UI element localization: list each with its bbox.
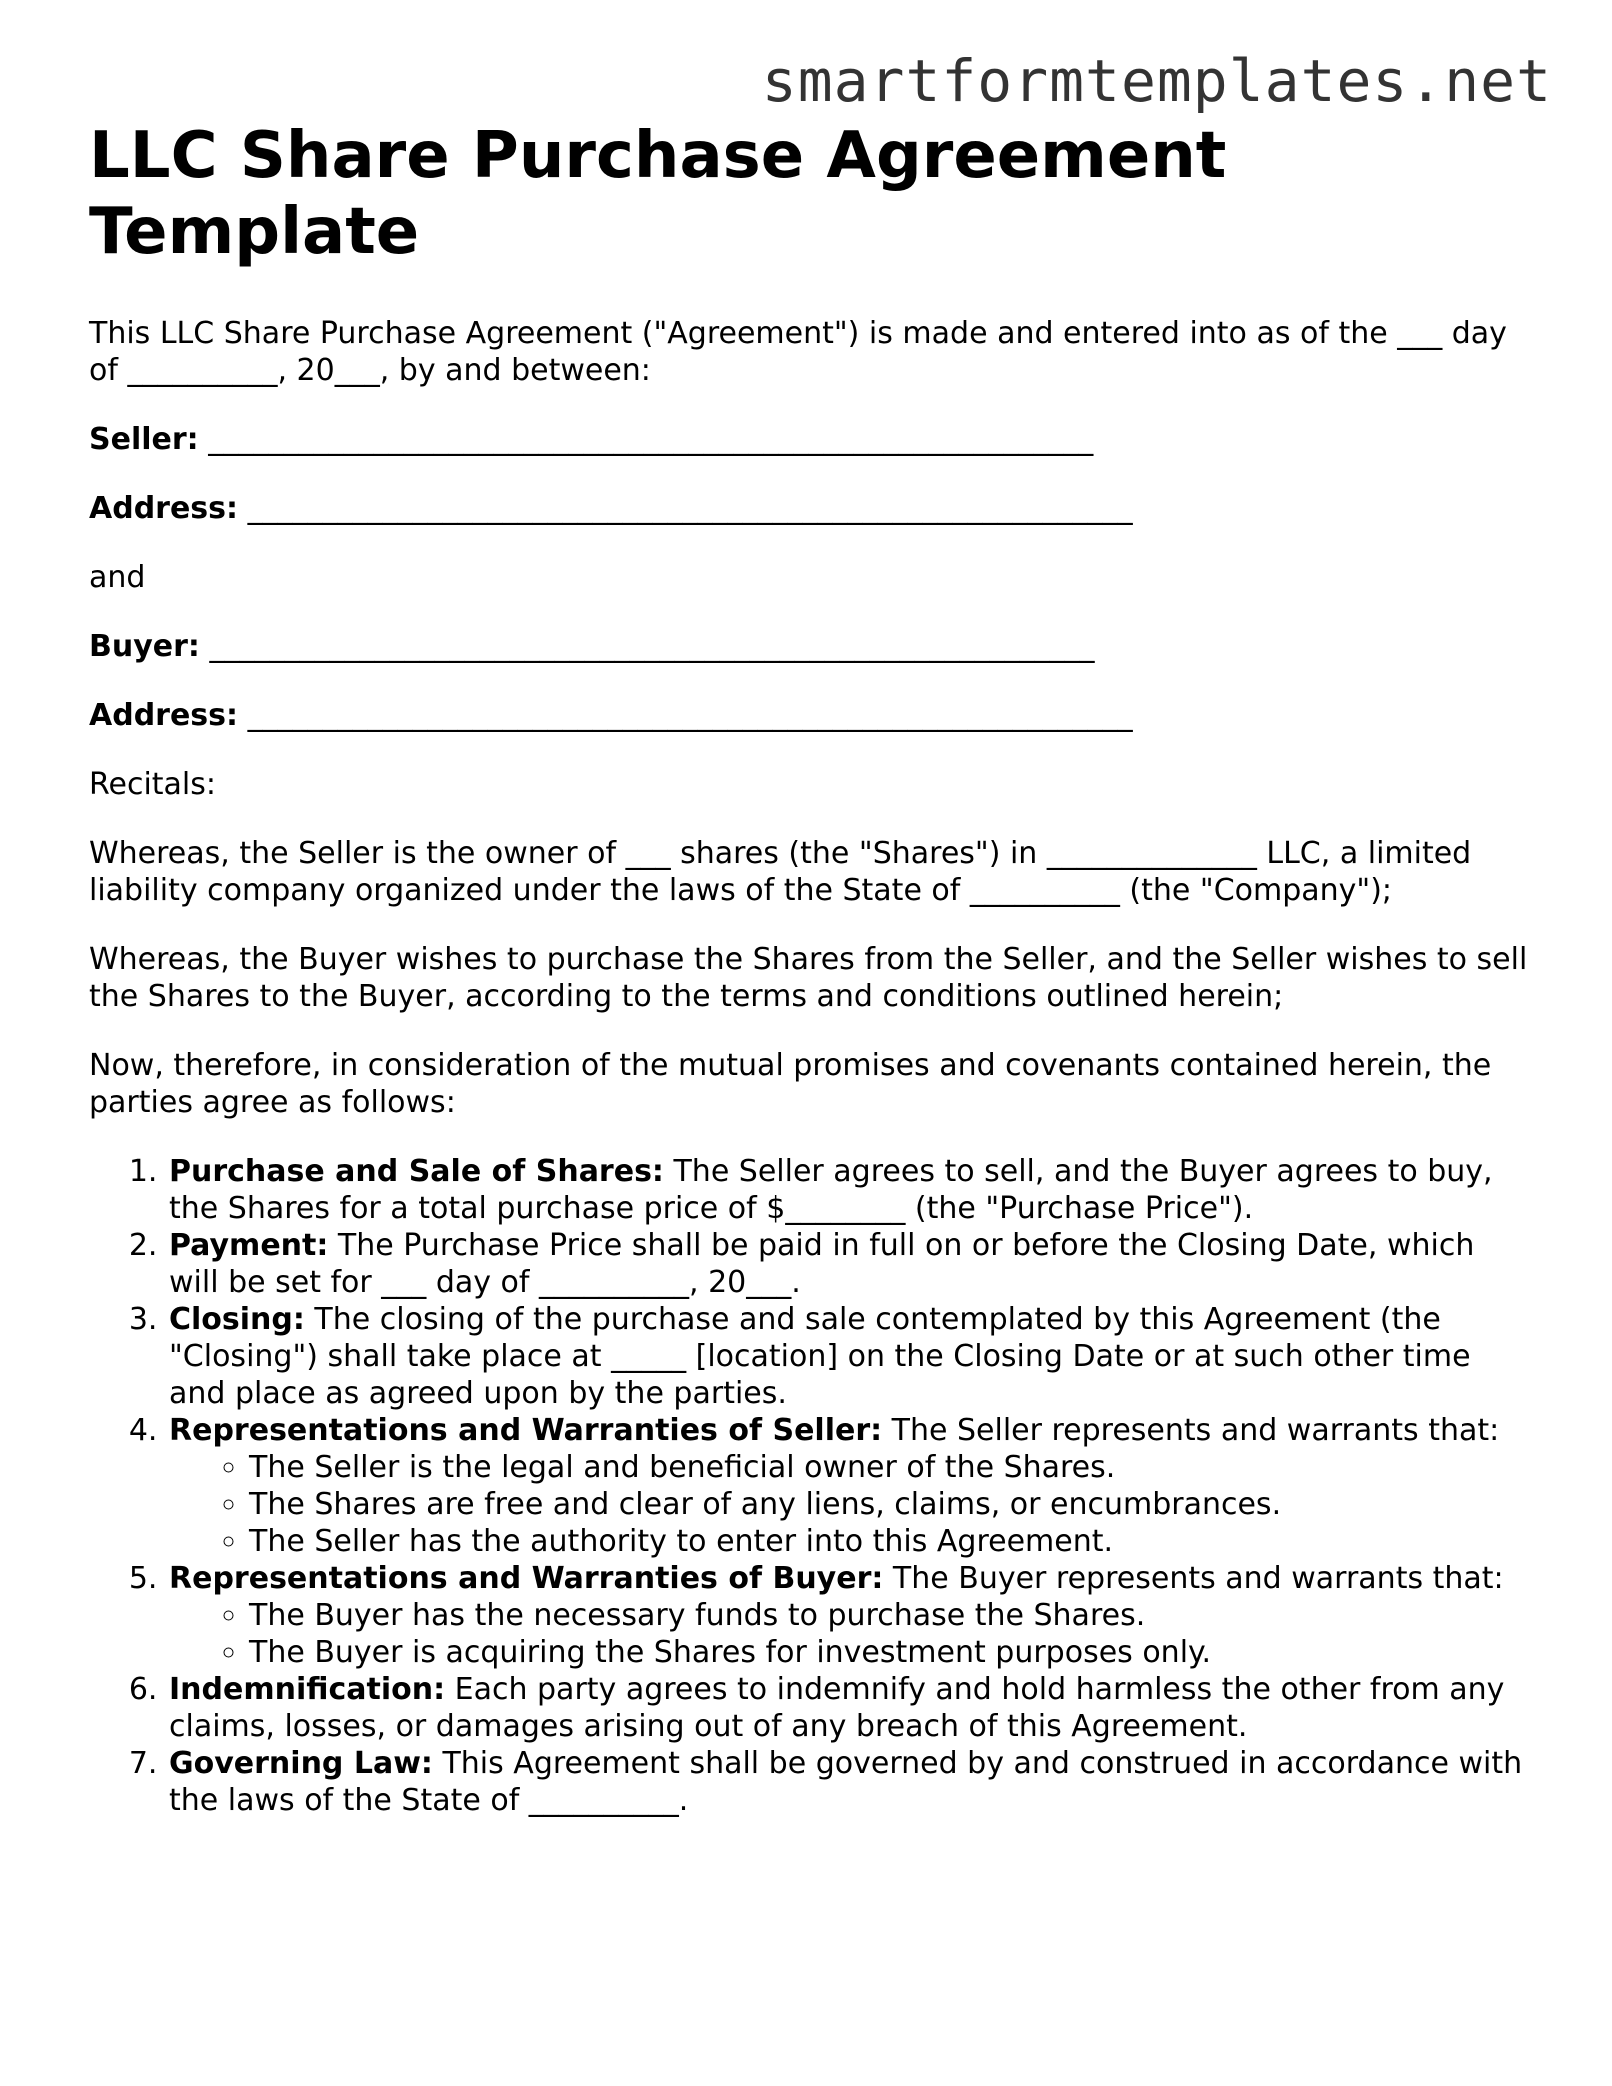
clause-text: The Buyer represents and warrants that: (883, 1561, 1504, 1596)
seller-label: Seller: (89, 422, 199, 457)
now-therefore-paragraph: Now, therefore, in consideration of the mutual promises and covenants contained herein, the parties agree as follows: (89, 1048, 1492, 1120)
clause-item (167, 1412, 1529, 1560)
buyer-address-label: Address: (89, 698, 239, 733)
list-item: ◦ The Buyer is acquiring the Shares for investment purposes only. (249, 1634, 1529, 1671)
seller-address-blank-line: ___________________________________________________________ (247, 491, 1133, 526)
seller-warranties-list (169, 1449, 1529, 1560)
clause-item (167, 1671, 1529, 1745)
whereas-paragraph-1: Whereas, the Seller is the owner of ___ shares (the "Shares") in ______________ LLC, a limited liability company organized under the laws of the State of __________ (the "Company"); (89, 836, 1472, 908)
clause-heading: Indemnification: (169, 1672, 446, 1707)
clause-heading: Representations and Warranties of Seller: (169, 1413, 883, 1448)
clause-text: The closing of the purchase and sale contemplated by this Agreement (the "Closing") shall take place at _____ [location] on the Closing Date or at such other time and place as agreed upon by the parties. (169, 1302, 1471, 1411)
site-watermark: smartformtemplates.net (761, 47, 1552, 115)
clause-item (167, 1745, 1529, 1819)
buyer-address-field (89, 697, 1529, 734)
list-item: ◦ The Buyer has the necessary funds to purchase the Shares. (249, 1597, 1529, 1634)
clause-text: Each party agrees to indemnify and hold harmless the other from any claims, losses, or damages arising out of any breach of this Agreement. (169, 1672, 1505, 1744)
buyer-address-blank-line: ___________________________________________________________ (247, 698, 1133, 733)
list-item: ◦ The Seller is the legal and beneficial owner of the Shares. (249, 1449, 1529, 1486)
clause-heading: Closing: (169, 1302, 305, 1337)
list-item: ◦ The Shares are free and clear of any liens, claims, or encumbrances. (249, 1486, 1529, 1523)
list-item: ◦ The Seller has the authority to enter into this Agreement. (249, 1523, 1529, 1560)
recitals-label: Recitals: (89, 767, 217, 802)
seller-field (89, 421, 1529, 458)
buyer-field (89, 628, 1529, 665)
buyer-blank-line: ___________________________________________________________ (209, 629, 1095, 664)
clause-heading: Payment: (169, 1228, 329, 1263)
buyer-warranties-list (169, 1597, 1529, 1671)
clause-heading: Purchase and Sale of Shares: (169, 1154, 664, 1189)
intro-paragraph: This LLC Share Purchase Agreement ("Agreement") is made and entered into as of the ___ day of __________, 20___, by and between: (89, 316, 1507, 388)
clause-item (167, 1227, 1529, 1301)
seller-address-label: Address: (89, 491, 239, 526)
clause-item (167, 1301, 1529, 1412)
and-text: and (89, 560, 146, 595)
whereas-paragraph-2: Whereas, the Buyer wishes to purchase the Shares from the Seller, and the Seller wishes to sell the Shares to the Buyer, according to the terms and conditions outlined herein; (89, 942, 1528, 1014)
seller-blank-line: ___________________________________________________________ (208, 422, 1094, 457)
clause-item (167, 1560, 1529, 1671)
document-body (89, 118, 1529, 1819)
seller-address-field (89, 490, 1529, 527)
clause-text: The Seller represents and warrants that: (882, 1413, 1500, 1448)
clause-text: The Seller agrees to sell, and the Buyer agrees to buy, the Shares for a total purchase price of $________ (the "Purchase Price"). (169, 1154, 1493, 1226)
clause-heading: Representations and Warranties of Buyer: (169, 1561, 884, 1596)
clause-item (167, 1153, 1529, 1227)
clause-heading: Governing Law: (169, 1746, 433, 1781)
clause-text: This Agreement shall be governed by and construed in accordance with the laws of the State of __________. (169, 1746, 1523, 1818)
clause-text: The Purchase Price shall be paid in full on or before the Closing Date, which will be set for ___ day of __________, 20___. (169, 1228, 1475, 1300)
document-title: LLC Share Purchase Agreement Template (89, 119, 1227, 269)
clauses-list (89, 1153, 1529, 1819)
buyer-label: Buyer: (89, 629, 200, 664)
